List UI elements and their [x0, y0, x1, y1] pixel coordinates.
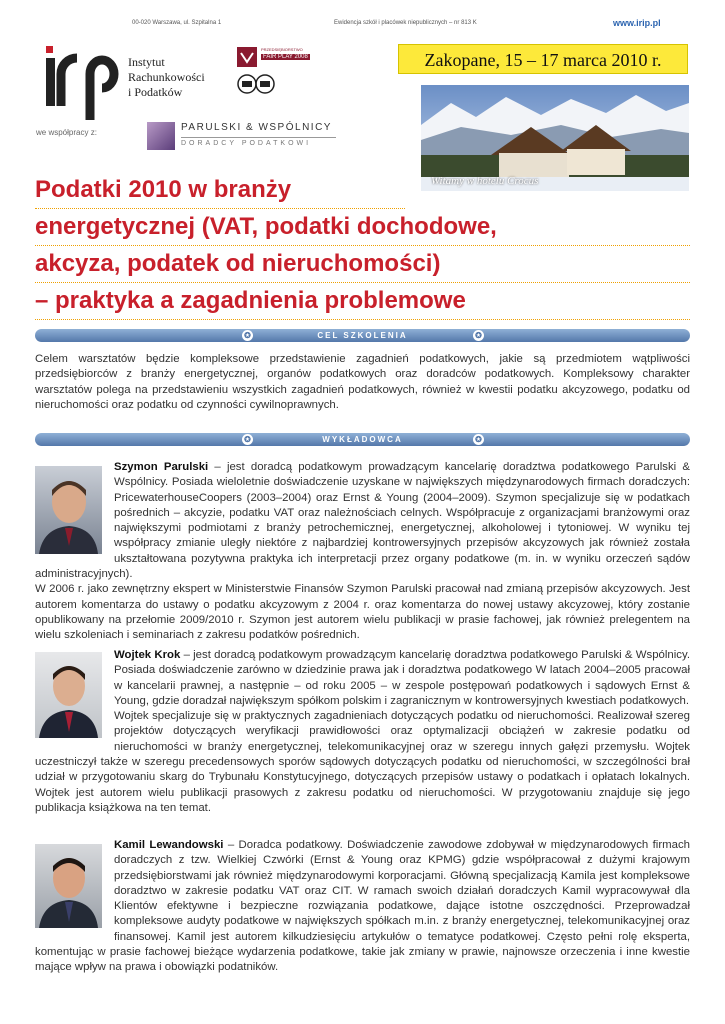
lecturer-1 — [35, 460, 690, 644]
section-title: WYKŁADOWCA — [322, 435, 403, 444]
star-icon: ✪ — [242, 330, 253, 341]
star-icon: ✪ — [242, 434, 253, 445]
lecturer-name: Kamil Lewandowski — [114, 839, 224, 851]
section-title: CEL SZKOLENIA — [317, 331, 408, 340]
cooperation-label: we współpracy z: — [36, 128, 97, 137]
partner-subtitle: DORADCY PODATKOWI — [181, 140, 312, 147]
title-line: akcyza, podatek od nieruchomości) — [35, 246, 690, 283]
partner-icon — [147, 122, 175, 150]
certification-icon — [237, 73, 277, 95]
lecturer-bio-continued: W 2006 r. jako zewnętrzny ekspert w Ministerstwie Finansów Szymon Parulski pracował nad zmianą przepisów akcyzowych. Jest autorem komentarza do ustawy o podatku akcyzowym z 2004 r. oraz komentarza do nowej ustawy akcyzowej, który zostanie opublikowany na przełomie 2009/2010 r. Szymon jest autorem wielu publikacji w prasie fachowej, jak również prelegentem na wielu szkoleniach i seminariach z zakresu podatków pośrednich. — [35, 583, 690, 642]
goal-text: Celem warsztatów będzie kompleksowe przedstawienie zagadnień podatkowych, jakie są przedmiotem wątpliwości przedsiębiorców z branży energetycznej, organów podatkowych oraz doradców podatkowych. Kompleksowy charakter warsztatów polega na przedstawieniu wszystkich zagadnień podatkowych, również w kwestii podatku akcyzowego, podatku od nieruchomości oraz podatku od czynności cywilnoprawnych. — [35, 353, 690, 411]
partner-logo — [147, 120, 337, 158]
lecturer-photo — [35, 466, 102, 554]
address: 00-020 Warszawa, ul. Szpitalna 1 — [132, 20, 222, 26]
fairplay-icon — [237, 47, 257, 67]
star-icon: ✪ — [473, 434, 484, 445]
institute-name — [128, 55, 205, 100]
lecturer-3 — [35, 838, 690, 976]
institute-line: Instytut — [128, 55, 165, 69]
title-line: Podatki 2010 w branży — [35, 172, 405, 209]
section-bar-lecturer — [35, 433, 690, 446]
lecturer-name: Szymon Parulski — [114, 461, 209, 473]
lecturer-name: Wojtek Krok — [114, 649, 181, 661]
institute-line: i Podatków — [128, 85, 183, 99]
top-bar — [0, 20, 725, 32]
fairplay-label: FAIR PLAY 2008 — [263, 54, 308, 60]
hotel-caption: Witamy w hotelu Crocus — [431, 175, 539, 187]
title-line: energetycznej (VAT, podatki dochodowe, — [35, 209, 690, 246]
registry: Ewidencja szkół i placówek niepublicznych – nr 813 K — [334, 20, 477, 26]
section-bar-goal — [35, 329, 690, 342]
lecturer-2 — [35, 648, 690, 816]
lecturer-photo — [35, 844, 102, 928]
institute-line: Rachunkowości — [128, 70, 205, 84]
lecturer-bio: – jest doradcą podatkowym prowadzącym kancelarię doradztwa podatkowego Parulski & Wspólnicy. Posiada wieloletnie doświadczenie uzyskane w największych międzynarodowych firmach doradczych: PricewaterhouseCoopers (2003–2004) oraz Ernst & Young (2004–2009). Szymon specjalizuje się w podatkach pośrednich – akcyzie, podatku VAT oraz należnościach celnych. Współpracuje z organizacjami branżowymi oraz największymi podmiotami z branży petrochemicznej, energetycznej, alkoholowej i tytoniowej. W wyniku tej współpracy zmianie uległy niektóre z najbardziej kontrowersyjnych przepisów akcyzowych jak również została ukształtowana pozytywna praktyka ich interpretacji przez organy podatkowe (m. in. w wyniku orzeczeń sądów administracyjnych). — [35, 461, 690, 581]
website-link[interactable]: www.irip.pl — [613, 18, 661, 28]
irp-logo — [44, 40, 122, 120]
page-title — [35, 172, 695, 320]
title-line: – praktyka a zagadnienia problemowe — [35, 283, 690, 320]
lecturer-bio: – jest doradcą podatkowym prowadzącym kancelarię doradztwa podatkowego Parulski & Wspólnicy. Posiada doświadczenie zarówno w dziedzinie prawa jak i doradztwa podatkowego W latach 2004–2005 pracował w kancelarii prawnej, a następnie – od roku 2005 – w zespole postępowań podatkowych i sądowych Ernst & Young, gdzie doradzał największym spółkom polskim i zagranicznym w kontrowersyjnych kwestiach podatkowych. — [114, 649, 690, 707]
event-date-place: Zakopane, 15 – 17 marca 2010 r. — [398, 44, 688, 74]
partner-name: PARULSKI & WSPÓLNICY — [181, 122, 332, 133]
lecturer-photo — [35, 652, 102, 738]
lecturer-bio-continued: Wojtek specjalizuje się w praktycznych zagadnieniach dotyczących podatku od nieruchomości. Realizował szereg projektów dotyczących weryfikacji prawidłowości oraz optymalizacji obciążeń w zakresie podatku od nieruchomości w branży energetycznej, telekomunikacyjnej oraz w szeregu innych gałęzi przemysłu. Wojtek uczestniczył także w szeregu precedensowych sporów sądowych dotyczących podatku od nieruchomości, w szczególności brał udział w przygotowaniu skarg do Trybunału Konstytucyjnego, dotyczących przepisów ustawy o podatkach i opłatach lokalnych. Wojtek jest autorem wielu publikacji prasowych z zakresu podatku od nieruchomości. W przygotowaniu znajduje się jego publikacja książkowa na ten temat. — [35, 710, 690, 814]
star-icon: ✪ — [473, 330, 484, 341]
lecturer-bio: – Doradca podatkowy. Doświadczenie zawodowe zdobywał w międzynarodowych firmach doradczych z tzw. Wielkiej Czwórki (Ernst & Young oraz KPMG) gdzie współpracował z dużymi krajowym przedsiębiorstwami jak również międzynarodowymi korporacjami. Główną specjalizacją Kamila jest kompleksowe doradztwo w zakresie podatku VAT oraz CIT. W ramach swoich działań doradczych Kamil wypracowywał dla Klientów efektywne i bezpieczne rozwiązania podatkowe, dające istotne oszczędności. Przeprowadzał kompleksowe audyty podatkowe w największych spółkach m.in. z branży energetycznej, telekomunikacyjnej oraz finansowej. Kamil jest autorem kilkudziesięciu artykułów o tematyce podatkowej. Często pełni rolę eksperta, komentując w prasie fachowej bieżące wydarzenia podatkowe, takie jak zmiany w prawie, najnowsze orzeczenia i inne kwestie mające wpływ na prawa i obowiązki podatników. — [35, 839, 690, 974]
fairplay-top: PRZEDSIĘBIORSTWO — [261, 47, 303, 52]
fairplay-badge — [237, 45, 317, 105]
